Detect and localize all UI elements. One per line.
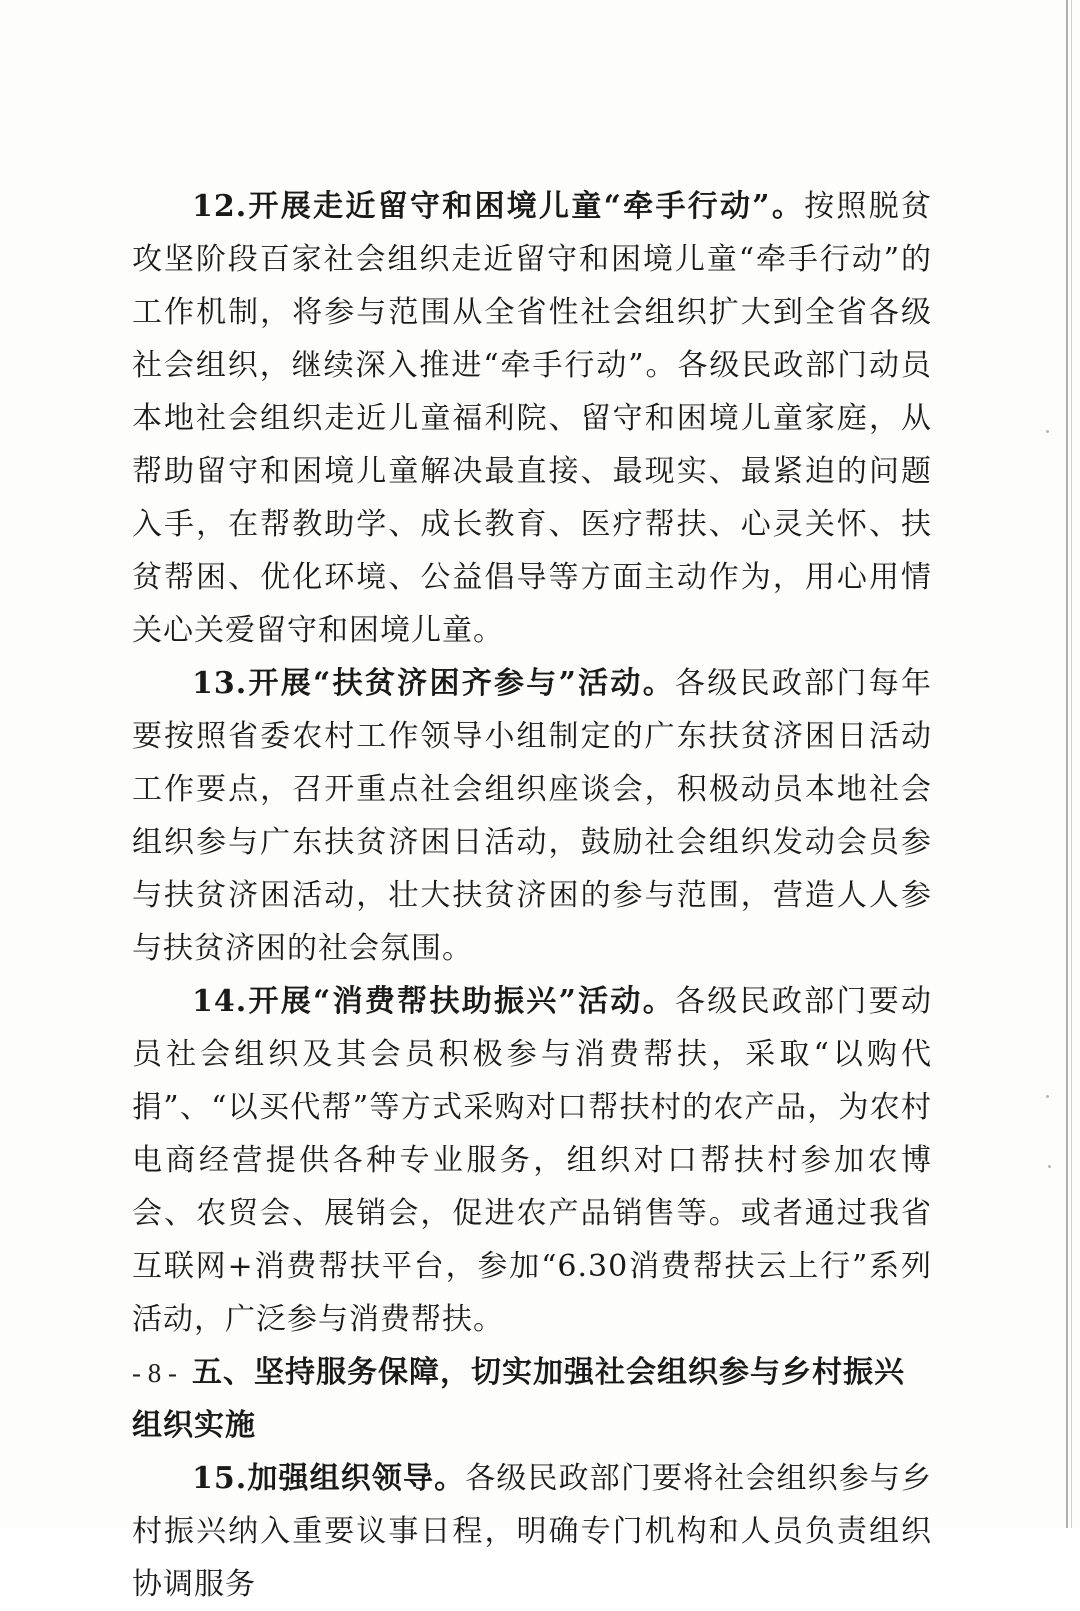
paragraph-13 — [132, 657, 932, 975]
paragraph-text: 各级民政部门要将社会组织参与乡村振兴纳入重要议事日程，明确专门机构和人员负责组织协调服务 — [132, 1461, 932, 1602]
paragraph-text: 各级民政部门每年要按照省委农村工作领导小组制定的广东扶贫济困日活动工作要点，召开重点社会组织座谈会，积极动员本地社会组织参与广东扶贫济困日活动，鼓励社会组织发动会员参与扶贫济困活动，壮大扶贫济困的参与范围，营造人人参与扶贫济困的社会氛围。 — [132, 666, 932, 966]
page-number: - 8 - — [132, 1358, 177, 1388]
page-edge-line — [1066, 0, 1068, 1528]
paragraph-text: 各级民政部门要动员社会组织及其会员积极参与消费帮扶，采取“以购代捐”、“以买代帮”等方式采购对口帮扶村的农产品，为农村电商经营提供各种专业服务，组织对口帮扶村参加农博会、农贸会、展销会，促进农产品销售等。或者通过我省互联网+消费帮扶平台，参加“6.30消费帮扶云上行”系列活动，广泛参与消费帮扶。 — [132, 984, 932, 1337]
paragraph-lead: 12.开展走近留守和困境儿童“牵手行动”。 — [192, 189, 805, 224]
paragraph-lead: 15.加强组织领导。 — [192, 1461, 466, 1496]
paragraph-14 — [132, 975, 932, 1346]
paragraph-text: 按照脱贫攻坚阶段百家社会组织走近留守和困境儿童“牵手行动”的工作机制，将参与范围从全省性社会组织扩大到全省各级社会组织，继续深入推进“牵手行动”。各级民政部门动员本地社会组织走近儿童福利院、留守和困境儿童家庭，从帮助留守和困境儿童解决最直接、最现实、最紧迫的问题入手，在帮教助学、成长教育、医疗帮扶、心灵关怀、扶贫帮困、优化环境、公益倡导等方面主动作为，用心用情关心关爱留守和困境儿童。 — [132, 189, 932, 648]
paragraph-lead: 14.开展“消费帮扶助振兴”活动。 — [192, 984, 675, 1019]
section-heading: 五、坚持服务保障，切实加强社会组织参与乡村振兴组织实施 — [132, 1355, 905, 1443]
scan-speck — [1046, 1095, 1049, 1098]
scan-speck — [1046, 430, 1049, 433]
document-body — [132, 180, 932, 1611]
paragraph-lead: 13.开展“扶贫济困齐参与”活动。 — [192, 666, 675, 701]
paragraph-15 — [132, 1452, 932, 1611]
paragraph-12 — [132, 180, 932, 657]
page-edge-line-secondary — [1071, 0, 1072, 1528]
scan-speck — [1048, 1165, 1051, 1168]
